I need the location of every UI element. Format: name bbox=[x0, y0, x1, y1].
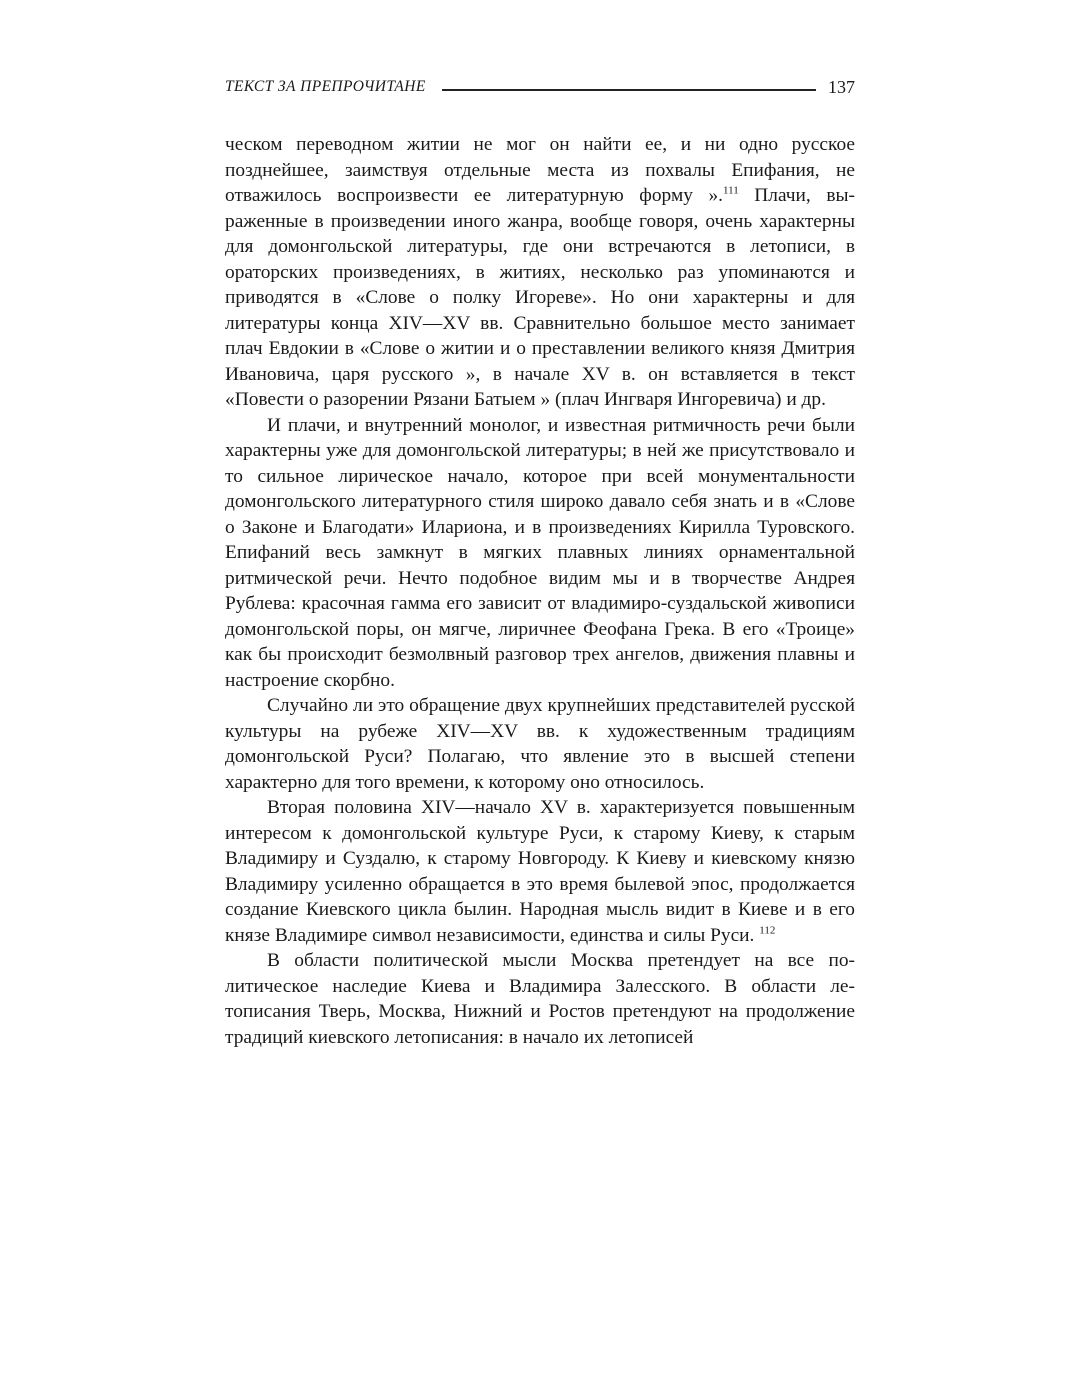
running-head bbox=[225, 72, 855, 102]
paragraph-text: ческом переводном житии не мог он найти ее, и ни одно русское позднейшее, заимствуя отдельные места из похвалы Епифания, не отважилось воспроизвести ее литературную форму ». bbox=[225, 134, 855, 206]
paragraph-text: Плачи, выраженные в произведении иного жанра, вообще говоря, очень характерны для домонгольской литературы, где они встречаются в летописи, в ораторских произведениях, в житиях, несколько раз упоминаются и приводятся в «Слове о полку Игореве». Но они характерны и для литературы конца XIV—XV вв. Сравнительно большое место занимает плач Евдокии в «Слове о житии и о преставлении великого князя Дмитрия Ивановича, царя русского », в начале XV в. он вставляется в текст «Повести о разорении Рязани Батыем » (плач Ингваря Ингоревича) и др. bbox=[225, 185, 855, 410]
book-page bbox=[225, 72, 855, 1050]
footnote-ref-112: 112 bbox=[759, 924, 776, 937]
paragraph-text: Вторая половина XIV—начало XV в. характеризуется повышенным интересом к домонгольской культуре Руси, к старому Киеву, к старым Владимиру и Суздалю, к старому Новгороду. К Киеву и киевскому князю Владимиру усиленно обращается в это время былевой эпос, продолжается создание Киевского цикла былин. Народная мысль видит в Киеве и в его князе Владимире символ независимости, единства и силы Руси. bbox=[225, 797, 855, 946]
header-rule bbox=[442, 89, 816, 91]
footnote-ref-111: 111 bbox=[723, 184, 739, 197]
paragraph-1 bbox=[225, 132, 855, 413]
paragraph-text: В области политической мысли Москва претендует на все политическое наследие Киева и Владимира Залесского. В области летописания Тверь, Москва, Нижний и Ростов претендуют на продолжение традиций киевского летописания: в начало их летописей bbox=[225, 950, 855, 1048]
paragraph-text: И плачи, и внутренний монолог, и известная ритмичность речи были характерны уже для домонгольской литературы; в ней же присутствовало и то сильное лирическое начало, которое при всей монументальности домонгольского литературного стиля широко давало себя знать и в «Слове о Законе и Благодати» Илариона, и в произведениях Кирилла Туровского. Епифаний весь замкнут в мягких плавных линиях орнаментальной ритмической речи. Нечто подобное видим мы и в творчестве Андрея Рублева: красочная гамма его зависит от владимиро-суздальской живописи домонгольской поры, он мягче, лиричнее Феофана Грека. В его «Троице» как бы происходит безмолвный разговор трех ангелов, движения плавны и настроение скорбно. bbox=[225, 414, 855, 691]
running-title: ТЕКСТ ЗА ПРЕПРОЧИТАНЕ bbox=[225, 78, 426, 95]
paragraph-3 bbox=[225, 693, 855, 795]
page-number: 137 bbox=[828, 76, 855, 97]
paragraph-5 bbox=[225, 948, 855, 1050]
paragraph-2 bbox=[225, 413, 855, 694]
paragraph-4 bbox=[225, 795, 855, 948]
text-body bbox=[225, 132, 855, 1050]
paragraph-text: Случайно ли это обращение двух крупнейших представителей русской культуры на рубеже XIV—XV вв. к художественным традициям домонгольской Руси? Полагаю, что явление это в высшей степени характерно для того времени, к которому оно относилось. bbox=[225, 695, 855, 793]
